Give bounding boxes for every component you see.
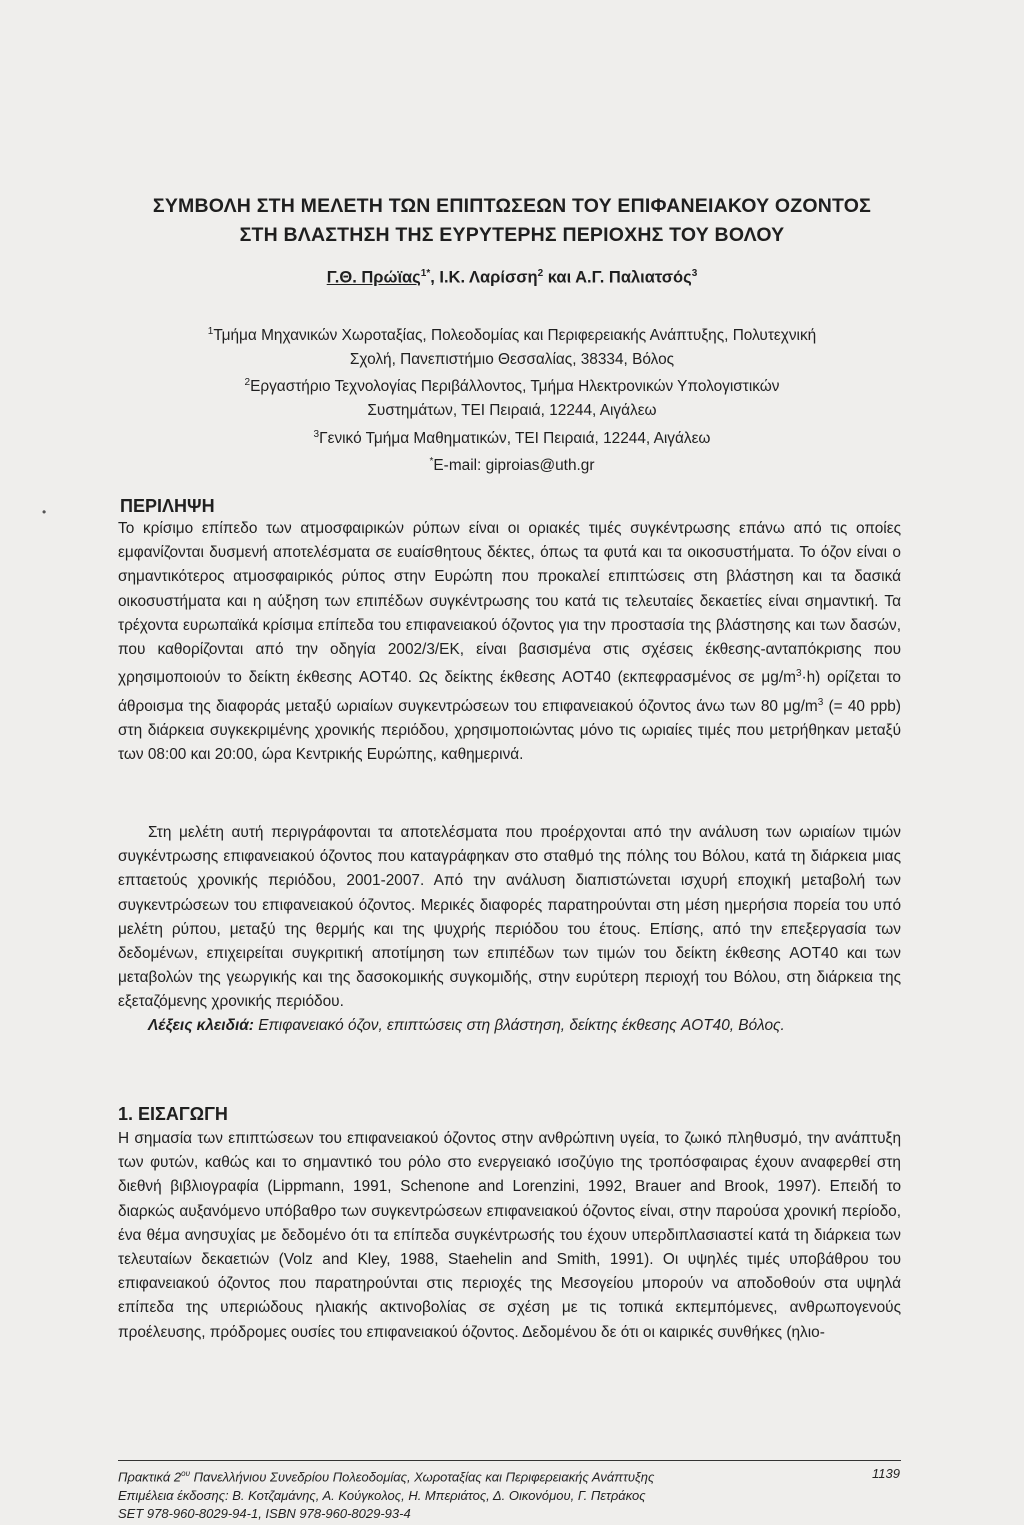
affiliation-marker: *: [429, 456, 434, 468]
affiliation-line: [100, 423, 924, 451]
abstract-text: Το κρίσιμο επίπεδο των ατμοσφαιρικών ρύπων είναι οι οριακές τιμές συγκέντρωσης επάνω από τις οποίες εμφανίζονται δυσμενή αποτελέσματα σε ευαίσθητους δέκτες, όπως τα φυτά και τα οικοσυστήματα. Το όζον είναι ο σημαντικότερος ατμοσφαιρικός ρύπος στην Ευρώπη που προκαλεί επιπτώσεις στη βλάστηση και τα δασικά οικοσυστήματα και η αύξηση των επιπέδων συγκέντρωσης του κατά τις τελευταίες δεκαετίες είναι σημαντική. Τα τρέχοντα ευρωπαϊκά κρίσιμα επίπεδα του επιφανειακού όζοντος για την προστασία της βλάστησης και των δασών, που καθορίζονται από την οδηγία 2002/3/ΕΚ, είναι βασισμένα στις σχέσεις έκθεσης-ανταπόκρισης που χρησιμοποιούν το δείκτη έκθεσης AOT40. Ως δείκτης έκθεσης AOT40 (εκπεφρασμένος σε μg/m: [118, 520, 901, 687]
superscript: 3: [817, 696, 824, 708]
abstract-paragraph-1: [118, 517, 901, 767]
affiliation-line: Συστημάτων, ΤΕΙ Πειραιά, 12244, Αιγάλεω: [367, 402, 657, 420]
author-3: και Α.Γ. Παλιατσός: [543, 268, 692, 287]
author-list: [60, 268, 964, 288]
abstract-text: (= 40 ppb) στη διάρκεια συγκεκριμένης χρονικής περιόδου, χρησιμοποιώντας μόνο τις ωριαίες τιμές που μετρήθηκαν μεταξύ των 08:00 και 20:00, ώρα Κεντρικής Ευρώπης, καθημερινά.: [118, 697, 901, 764]
intro-paragraph: [118, 1127, 901, 1345]
affiliation-line: [100, 371, 924, 399]
abstract-heading: ΠΕΡΙΛΗΨΗ: [120, 496, 215, 516]
keywords-label: Λέξεις κλειδιά:: [148, 1017, 254, 1034]
author-1: Γ.Θ. Πρώϊας: [326, 268, 421, 287]
affiliations: [100, 320, 924, 478]
keywords-text: Επιφανειακό όζον, επιπτώσεις στη βλάστηση, δείκτης έκθεσης AOT40, Βόλος.: [253, 1017, 785, 1034]
keywords: [118, 1014, 901, 1037]
affiliation-marker: 3: [313, 428, 320, 440]
email-line: [100, 450, 924, 478]
footer-line-1: [118, 1465, 908, 1487]
footer-text: Πανελλήνιου Συνεδρίου Πολεοδομίας, Χωροταξίας και Περιφερειακής Ανάπτυξης: [190, 1469, 655, 1485]
title-line-2: ΣΤΗ ΒΛΑΣΤΗΣΗ ΤΗΣ ΕΥΡΥΤΕΡΗΣ ΠΕΡΙΟΧΗΣ ΤΟΥ ΒΟΛΟΥ: [239, 224, 785, 246]
author-2-marker: 2: [537, 268, 544, 279]
superscript: ου: [181, 1469, 190, 1478]
affiliation-line: Σχολή, Πανεπιστήμιο Θεσσαλίας, 38334, Βόλος: [349, 350, 675, 368]
affiliation-text: Εργαστήριο Τεχνολογίας Περιβάλλοντος, Τμήμα Ηλεκτρονικών Υπολογιστικών: [250, 378, 780, 396]
author-2: , Ι.Κ. Λαρίσση: [430, 268, 538, 287]
abstract-text: Στη μελέτη αυτή περιγράφονται τα αποτελέσματα που προέρχονται από την ανάλυση των ωριαίων τιμών συγκέντρωσης επιφανειακού όζοντος που καταγράφηκαν στο σταθμό της πόλης του Βόλου, κατά τη διάρκεια μιας επταετούς χρονικής περιόδου, 2001-2007. Από την ανάλυση διαπιστώνεται ισχυρή εποχική μεταβολή των συγκεντρώσεων του επιφανειακού όζοντος. Μερικές διαφορές παρατηρούνται στη μέση ημερήσια πορεία του υπό μελέτη ρύπου, μεταξύ της θερμής και της ψυχρής περιόδου του έτους. Επίσης, από την επεξεργασία των δεδομένων, επιχειρείται συγκριτική αποτίμηση των επιπέδων των τιμών του δείκτη έκθεσης AOT40 και των μεταβολών της γεωργικής και της δασοκομικής συγκομιδής, στην ευρύτερη περιοχή του Βόλου, στη διάρκεια της εξεταζόμενης χρονικής περιόδου.: [118, 824, 901, 1011]
author-1-marker: 1*: [420, 268, 431, 279]
affiliation-line: [100, 320, 924, 348]
affiliation-text: Γενικό Τμήμα Μαθηματικών, ΤΕΙ Πειραιά, 12244, Αιγάλεω: [319, 429, 711, 447]
abstract-text: ·h) ορίζεται το άθροισμα της διαφοράς μεταξύ ωριαίων συγκεντρώσεων του επιφανειακού όζοντος άνω των 80 μg/m: [118, 669, 901, 715]
footer-line-2: Επιμέλεια έκδοσης: Β. Κοτζαμάνης, Α. Κούγκολος, Η. Μπεριάτος, Δ. Οικονόμου, Γ. Πετράκος: [118, 1487, 646, 1503]
affiliation-text: Τμήμα Μηχανικών Χωροταξίας, Πολεοδομίας και Περιφερειακής Ανάπτυξης, Πολυτεχνική: [213, 327, 817, 345]
email-text: E-mail: giproias@uth.gr: [433, 457, 595, 475]
paper-title: [60, 192, 964, 250]
footer-line-3: SET 978-960-8029-94-1, ISBN 978-960-8029-93-4: [118, 1506, 411, 1522]
title-line-1: ΣΥΜΒΟΛΗ ΣΤΗ ΜΕΛΕΤΗ ΤΩΝ ΕΠΙΠΤΩΣΕΩΝ ΤΟΥ ΕΠΙΦΑΝΕΙΑΚΟΥ ΟΖΟΝΤΟΣ: [152, 195, 872, 217]
footer: [118, 1465, 908, 1524]
superscript: 3: [795, 668, 802, 680]
footer-text: Πρακτικά 2: [118, 1469, 182, 1485]
intro-text: Η σημασία των επιπτώσεων του επιφανειακού όζοντος στην ανθρώπινη υγεία, το ζωικό πληθυσμό, την ανάπτυξη των φυτών, καθώς και το σημαντικό του ρόλο στο ενεργειακό ισοζύγιο της τροπόσφαιρας έχουν αναφερθεί στη διεθνή βιβλιογραφία (Lippmann, 1991, Schenone and Lorenzini, 1992, Brauer and Brook, 1997). Επειδή το διαρκώς αυξανόμενο υπόβαθρο των συγκεντρώσεων επιφανειακού όζοντος είναι, στην παρούσα χρονική περίοδο, ένα θέμα ανησυχίας με δεδομένο ότι τα επίπεδα συγκέντρωσής του έχουν υπερδιπλασιαστεί κατά τη διάρκεια των τελευταίων δεκαετιών (Volz and Kley, 1988, Staehelin and Smith, 1991). Οι υψηλές τιμές υποβάθρου του επιφανειακού όζοντος που παρατηρούνται στις περιοχές της Μεσογείου μπορούν να αποδοθούν στα υψηλά επίπεδα της υπεριώδους ηλιακής ακτινοβολίας σε σχέση με τις τοπικά εκπεμπόμενες, ανθρωπογενούς προέλευσης, πρόδρομες ουσίες του επιφανειακού όζοντος. Δεδομένου δε ότι οι καιρικές συνθήκες (ηλιο-: [118, 1130, 901, 1341]
margin-dot: •: [42, 505, 47, 519]
author-3-marker: 3: [691, 268, 698, 279]
abstract-paragraph-2: [118, 821, 901, 1015]
affiliation-marker: 2: [244, 377, 251, 389]
footer-rule: [118, 1460, 901, 1461]
affiliation-marker: 1: [207, 326, 214, 337]
section-heading: 1. ΕΙΣΑΓΩΓΗ: [118, 1104, 228, 1124]
page-number: 1139: [872, 1466, 900, 1481]
